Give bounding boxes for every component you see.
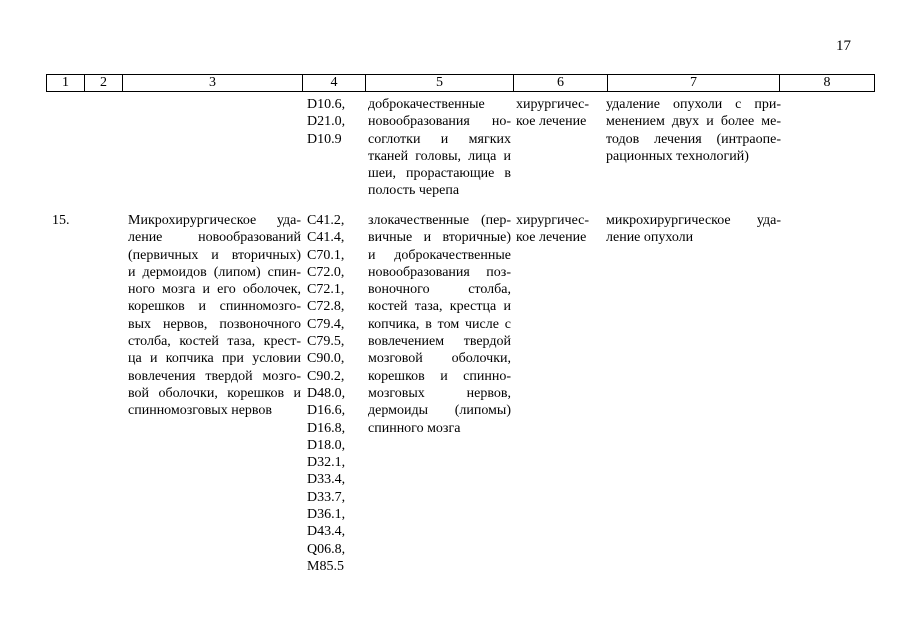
continuation-treatment-method: удаление опухоли с при- менением двух и более ме- тодов лечения (интраопе- рационных технологий): [606, 97, 781, 164]
header-col-7: 7: [608, 75, 780, 92]
header-col-3: 3: [123, 75, 303, 92]
row-15-number: 15.: [52, 213, 70, 228]
row-15-codes: C41.2, C41.4, C70.1, C72.0, C72.1, C72.8, C79.4, C79.5, C90.0, C90.2, D48.0, D16.6, D16.8, D18.0, D32.1, D33.4, D33.7, D36.1, D43.4, Q06.8, M85.5: [307, 213, 346, 574]
row-15-treatment-method: микрохирургическое уда- ление опухоли: [606, 213, 781, 246]
header-col-8: 8: [780, 75, 875, 92]
header-col-5: 5: [366, 75, 514, 92]
continuation-treatment-type: хирургичес- кое лечение: [516, 97, 590, 130]
continuation-diagnosis: доброкачественные новообразования но- соглотки и мягких тканей головы, лица и шеи, прорастающие в полость черепа: [368, 97, 511, 199]
row-15-treatment-type: хирургичес- кое лечение: [516, 213, 590, 246]
row-15-name: Микрохирургическое уда- ление новообразований (первичных и вторичных) и дермоидов (липом) спин- ного мозга и его оболочек, корешков и спинномозго- вых нервов, позвоночного столба, костей таза, крест- ца и копчика при условии вовлечения твердой мозго- вой оболочки, корешков и спинномозговых нервов: [128, 213, 301, 419]
row-15-diagnosis: злокачественные (пер- вичные и вторичные) и доброкачественные новообразования поз- воночного столба, костей таза, крестца и копчика, в том числе с вовлечением твердой мозговой оболочки, корешков и спинно- мозговых нервов, дермоиды (липомы) спинного мозга: [368, 213, 511, 436]
header-col-6: 6: [514, 75, 608, 92]
continuation-codes: D10.6, D21.0, D10.9: [307, 97, 346, 147]
header-col-4: 4: [303, 75, 366, 92]
page-number: 17: [836, 38, 851, 54]
header-col-2: 2: [85, 75, 123, 92]
header-col-1: 1: [47, 75, 85, 92]
column-number-header: [46, 74, 875, 92]
